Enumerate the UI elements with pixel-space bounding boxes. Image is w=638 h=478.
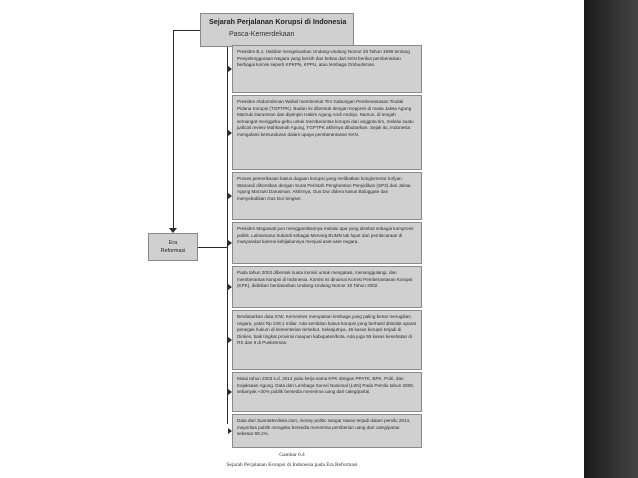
era-label-line1: Era [168,240,178,246]
diagram-title: Sejarah Perjalanan Korupsi di Indonesia [209,17,347,26]
event-box-kpk-cooperation [232,372,422,412]
diagram-subtitle: Pasca-Kemerdekaan [229,31,295,38]
event-text: Presiden B.J. Habibie mengeluarkan Undang-Undang Nomor 28 Tahun 1999 tentang Penyelenggaraan Negara yang bersih dan bebas dari KKN berikut pembentukan berbagai komisi seperti KPKPN, KPPU, atau lembaga Ombudsman. [237,49,410,68]
diagram-header [200,13,354,47]
connector-left-vertical [173,30,174,228]
event-box-icw-data [232,310,422,370]
arrow-right-icon [228,284,232,290]
arrow-right-icon [228,130,232,136]
event-text: Presiden Megawati pun menggantikannya melalui apa yang disebut sebagai kompromi politik. Laksamana Sukardi sebagai Menneg BUMN tak luput dari pembicaraan di masyarakat karena kebijakannya menjual aset-aset negara. [237,226,414,245]
arrow-right-icon [228,337,232,343]
era-reformasi-box [148,233,198,261]
connector-header-right [227,47,228,62]
connector-era-spine [198,247,227,248]
arrow-right-icon [228,66,232,72]
event-box-kpk [232,266,422,308]
connector-header-left [173,30,200,31]
event-text: Mahkamah Agung, TGPTPK akhirnya dibubarkan. Sejak itu, Indonesia mengalami kemunduran dalam upaya pemberantasan KKN. [237,125,411,137]
arrow-right-icon [228,240,232,246]
event-text: Mulai tahun 2003 s.d. 2014 yaitu kerja sama KPK dengan PPATK, BPK, Polri, dan Kejaksaan Agung. Data dari Lembaga Survei Nasional (LSN) Pada Pemilu tahun 2009, sebanyak <40% publik bersedia menerima uang dari caleg/partai. [237,376,414,395]
right-dark-border [584,0,638,478]
event-box-sofyan-wanandi [232,172,422,220]
event-box-habibie [232,45,422,93]
event-text: Proses pemeriksaan kasus dugaan korupsi yang melibatkan konglomerat Sofyan Wanandi dihentikan dengan Surat Perintah Penghentian Penyidikan (SP3) dari Jaksa Agung Marzuki Darusman. Akhirnya, Gus Dur didera kasus Buloggate dan menyebabkan Gus Dur lengser. [237,176,411,201]
arrow-right-icon [228,428,232,434]
event-text: Data dari [237,418,257,423]
event-text-italic: SuaraMerdeka.com, money politic [256,418,327,423]
figure-number: Gambar 6.4 [279,452,305,458]
arrow-right-icon [228,389,232,395]
figure-caption: Sejarah Perjalanan Korupsi di Indonesia pada Era Reformasi [226,462,358,468]
event-text-italic: judicial review [237,125,266,131]
event-box-megawati [232,222,422,264]
event-text: Pada tahun 2003 dibentuk suatu komisi untuk mengatasi, menanggulangi, dan memberantas korupsi di Indonesia. Komisi ini dinamai Komisi Pemberantasan Korupsi (KPK), didirikan berdasarkan Undang-Undang Nomor 30 Tahun 2002. [237,270,413,289]
event-box-money-politic [232,414,422,448]
era-label-line2: Reformasi [160,248,186,254]
event-text: Presiden Abdurrahman Wahid membentuk Tim Gabungan Pemberantasan Tindak Pidana Korupsi (TGPTPK). Badan ini dibentuk dengan Keppres di masa Jaksa Agung Marzuki Darusman dan dipimpin Hakim Agung Andi Andojo. Namun, di tengah semangat menggebu-gebu untuk memberantas korupsi dari anggota tim, melalui suatu [237,99,414,124]
event-text: sangat rawan terjadi dalam pemilu 2014, mayoritas publik mengaku bersedia menerima pemberian uang dari caleg/partai sebesar 69,1%. [237,418,411,437]
arrow-right-icon [228,193,232,199]
event-text: Berdasarkan data ICW, Kemenkes merupakan lembaga yang paling besar merugikan negara, yakni Rp 249,1 miliar. Ada sembilan kasus korupsi yang berhasil ditindak aparat penegak hukum di kementerian tersebut. Selanjutnya, 46 kasus korupsi terjadi di Dinkes, baik tingkat provinsi maupun kabupaten/kota. Ada juga 55 kasus kesehatan di RS dan 9 di Puskesmas. [237,314,417,346]
event-box-abdurrahman-wahid [232,95,422,170]
